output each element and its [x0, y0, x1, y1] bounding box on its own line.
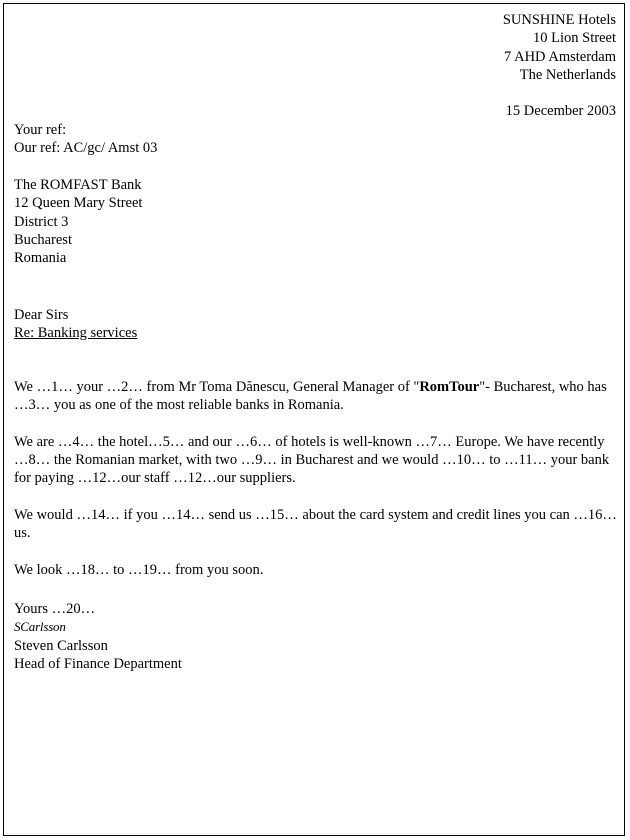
letter-date: 15 December 2003: [505, 103, 616, 119]
p1-text-b: "- Bucharest, who has …3… you as one of the most reliable banks in Romania.: [14, 379, 607, 414]
recipient-name: The ROMFAST Bank: [14, 177, 142, 193]
your-ref: Your ref:: [14, 122, 67, 138]
signer-title: Head of Finance Department: [14, 655, 182, 672]
references: [14, 121, 157, 158]
sender-name: SUNSHINE Hotels: [502, 12, 616, 28]
recipient-address: [14, 176, 142, 267]
company-name: RomTour: [419, 379, 480, 395]
sender-city: 7 AHD Amsterdam: [504, 48, 616, 65]
body-paragraph-4: We look …18… to …19… from you soon.: [14, 561, 264, 578]
complimentary-close: Yours …20…: [14, 601, 96, 617]
recipient-district: District 3: [14, 213, 69, 230]
salutation-block: [14, 306, 137, 343]
salutation: Dear Sirs: [14, 307, 69, 323]
recipient-country: Romania: [14, 250, 67, 267]
p1-text-a: We …1… your …2… from Mr Toma Dănescu, General Manager of ": [14, 379, 420, 395]
body-paragraph-3: We would …14… if you …14… send us …15… about the card system and credit lines you can …16… us.: [14, 507, 617, 542]
signature: SCarlsson: [14, 619, 66, 635]
letter-body: [14, 378, 617, 598]
sender-country: The Netherlands: [519, 66, 616, 83]
letter-page: [3, 3, 625, 836]
sender-address: [503, 11, 616, 84]
subject-line: Re: Banking services: [14, 325, 138, 342]
signer-name: Steven Carlsson: [14, 637, 108, 654]
closing-block: [14, 600, 182, 673]
sender-street: 10 Lion Street: [533, 30, 616, 47]
recipient-street: 12 Queen Mary Street: [14, 195, 143, 212]
body-paragraph-1: [14, 378, 617, 415]
recipient-city: Bucharest: [14, 231, 72, 248]
our-ref: Our ref: AC/gc/ Amst 03: [14, 140, 158, 157]
body-paragraph-2: We are …4… the hotel…5… and our …6… of hotels is well-known …7… Europe. We have recently …8… the Romanian market, with two …9… in Bucharest and we would …10… to …11… your bank for paying …12…our staff …12…our suppliers.: [14, 433, 610, 487]
